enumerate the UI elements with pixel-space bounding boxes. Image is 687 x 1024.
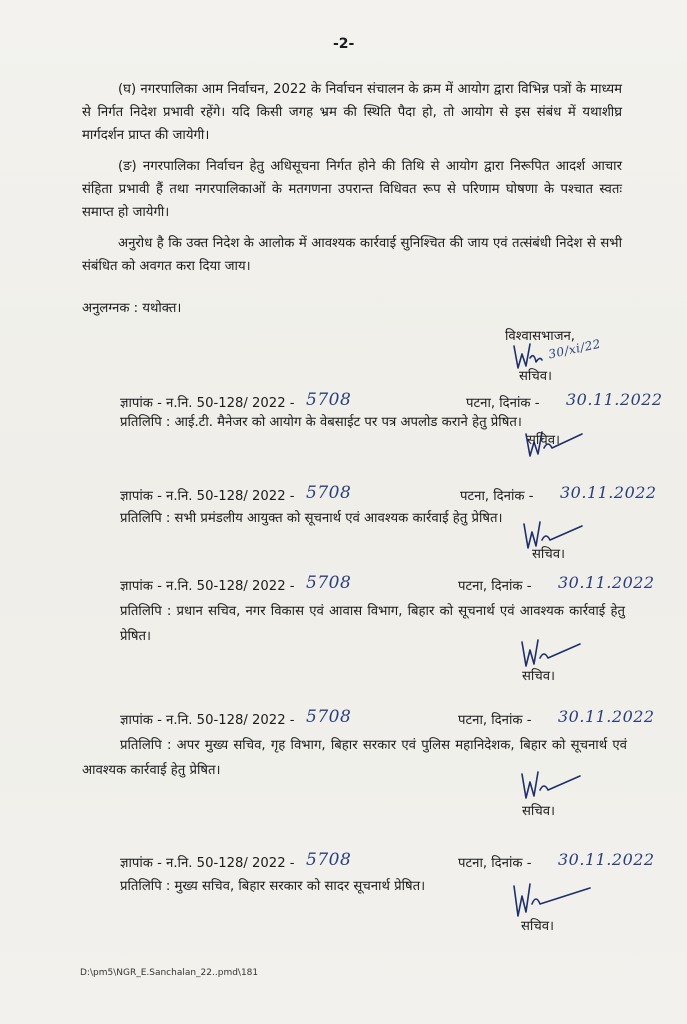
memo-ref-no-1: 5708 bbox=[306, 390, 352, 410]
copy-to-3: प्रतिलिपि : प्रधान सचिव, नगर विकास एवं आवास विभाग, बिहार को सूचनार्थ एवं आवश्यक कार्रवाई हेतु प्रेषित। bbox=[120, 604, 625, 644]
memo-ref-no-2: 5708 bbox=[306, 483, 352, 503]
memo-ref-no-5: 5708 bbox=[306, 850, 352, 870]
copy-to-4: प्रतिलिपि : अपर मुख्य सचिव, गृह विभाग, बिहार सरकार एवं पुलिस महानिदेशक, बिहार को सूचनार्थ एवं आवश्यक कार्रवाई हेतु प्रेषित। bbox=[82, 738, 627, 778]
signature-scribble bbox=[518, 768, 598, 804]
page-number: -2- bbox=[333, 36, 355, 52]
signature-scribble bbox=[510, 878, 610, 922]
copy-to-5: प्रतिलिपि : मुख्य सचिव, बिहार सरकार को सादर सूचनार्थ प्रेषित। bbox=[120, 879, 426, 894]
paragraph-request: अनुरोध है कि उक्त निदेश के आलोक में आवश्यक कार्रवाई सुनिश्चित की जाय एवं तत्संबंधी निदेश से सभी संबंधित को अवगत करा दिया जाय। bbox=[82, 236, 622, 274]
memo-date-5: 30.11.2022 bbox=[558, 850, 655, 869]
paragraph-nga: (ङ) नगरपालिका निर्वाचन हेतु अधिसूचना निर्गत होने की तिथि से आयोग द्वारा निरूपित आदर्श आचार संहिता प्रभावी हैं तथा नगरपालिकाओं के मतगणना उपरान्त विधिवत रूप से परिणाम घोषणा के पश्चात स्वतः समाप्त हो जायेगी। bbox=[82, 159, 622, 220]
memo-ref-no-3: 5708 bbox=[306, 573, 352, 593]
memo-date-2: 30.11.2022 bbox=[560, 483, 657, 502]
secretary-label-3: सचिव। bbox=[522, 669, 556, 684]
signature-4 bbox=[518, 768, 598, 808]
paragraph-gha: (घ) नगरपालिका आम निर्वाचन, 2022 के निर्वाचन संचालन के क्रम में आयोग द्वारा विभिन्न पत्रों के माध्यम से निर्गत निदेश प्रभावी रहेंगे। यदि किसी जगह भ्रम की स्थिति पैदा हो, तो आयोग से इस संबंध में यथाशीघ्र मार्गदर्शन प्राप्त की जायेगी। bbox=[82, 82, 622, 143]
signature-scribble bbox=[518, 636, 598, 672]
memo-place-date-4: पटना, दिनांक - bbox=[458, 713, 532, 728]
memo-ref-4: ज्ञापांक - न.नि. 50-128/ 2022 - bbox=[120, 713, 295, 728]
secretary-label-2: सचिव। bbox=[532, 547, 566, 562]
closing-salutation: विश्वासभाजन, bbox=[505, 329, 575, 344]
memo-ref-5: ज्ञापांक - न.नि. 50-128/ 2022 - bbox=[120, 856, 295, 871]
secretary-label-1: सचिव। bbox=[527, 433, 561, 448]
memo-date-1: 30.11.2022 bbox=[566, 390, 663, 409]
memo-place-date-2: पटना, दिनांक - bbox=[460, 489, 534, 504]
secretary-label-5: सचिव। bbox=[521, 919, 555, 934]
secretary-label-4: सचिव। bbox=[522, 804, 556, 819]
memo-ref-3: ज्ञापांक - न.नि. 50-128/ 2022 - bbox=[120, 579, 295, 594]
copy-to-2: प्रतिलिपि : सभी प्रमंडलीय आयुक्त को सूचनार्थ एवं आवश्यक कार्रवाई हेतु प्रेषित। bbox=[120, 511, 503, 526]
memo-place-date-5: पटना, दिनांक - bbox=[458, 856, 532, 871]
memo-ref-no-4: 5708 bbox=[306, 707, 352, 727]
enclosure-line: अनुलग्नक : यथोक्त। bbox=[82, 301, 182, 316]
secretary-label-main: सचिव। bbox=[519, 369, 553, 384]
signature-date-main: 30/xi/22 bbox=[547, 336, 603, 362]
memo-ref-2: ज्ञापांक - न.नि. 50-128/ 2022 - bbox=[120, 489, 295, 504]
file-path-footer: D:\pm5\NGR_E.Sanchalan_22..pmd\181 bbox=[80, 968, 259, 978]
memo-date-4: 30.11.2022 bbox=[558, 707, 655, 726]
memo-ref-1: ज्ञापांक - न.नि. 50-128/ 2022 - bbox=[120, 396, 295, 411]
copy-to-1: प्रतिलिपि : आई.टी. मैनेजर को आयोग के वेबसाईट पर पत्र अपलोड कराने हेतु प्रेषित। bbox=[120, 415, 522, 430]
memo-date-3: 30.11.2022 bbox=[558, 573, 655, 592]
memo-place-date-3: पटना, दिनांक - bbox=[458, 579, 532, 594]
memo-place-date-1: पटना, दिनांक - bbox=[466, 396, 540, 411]
